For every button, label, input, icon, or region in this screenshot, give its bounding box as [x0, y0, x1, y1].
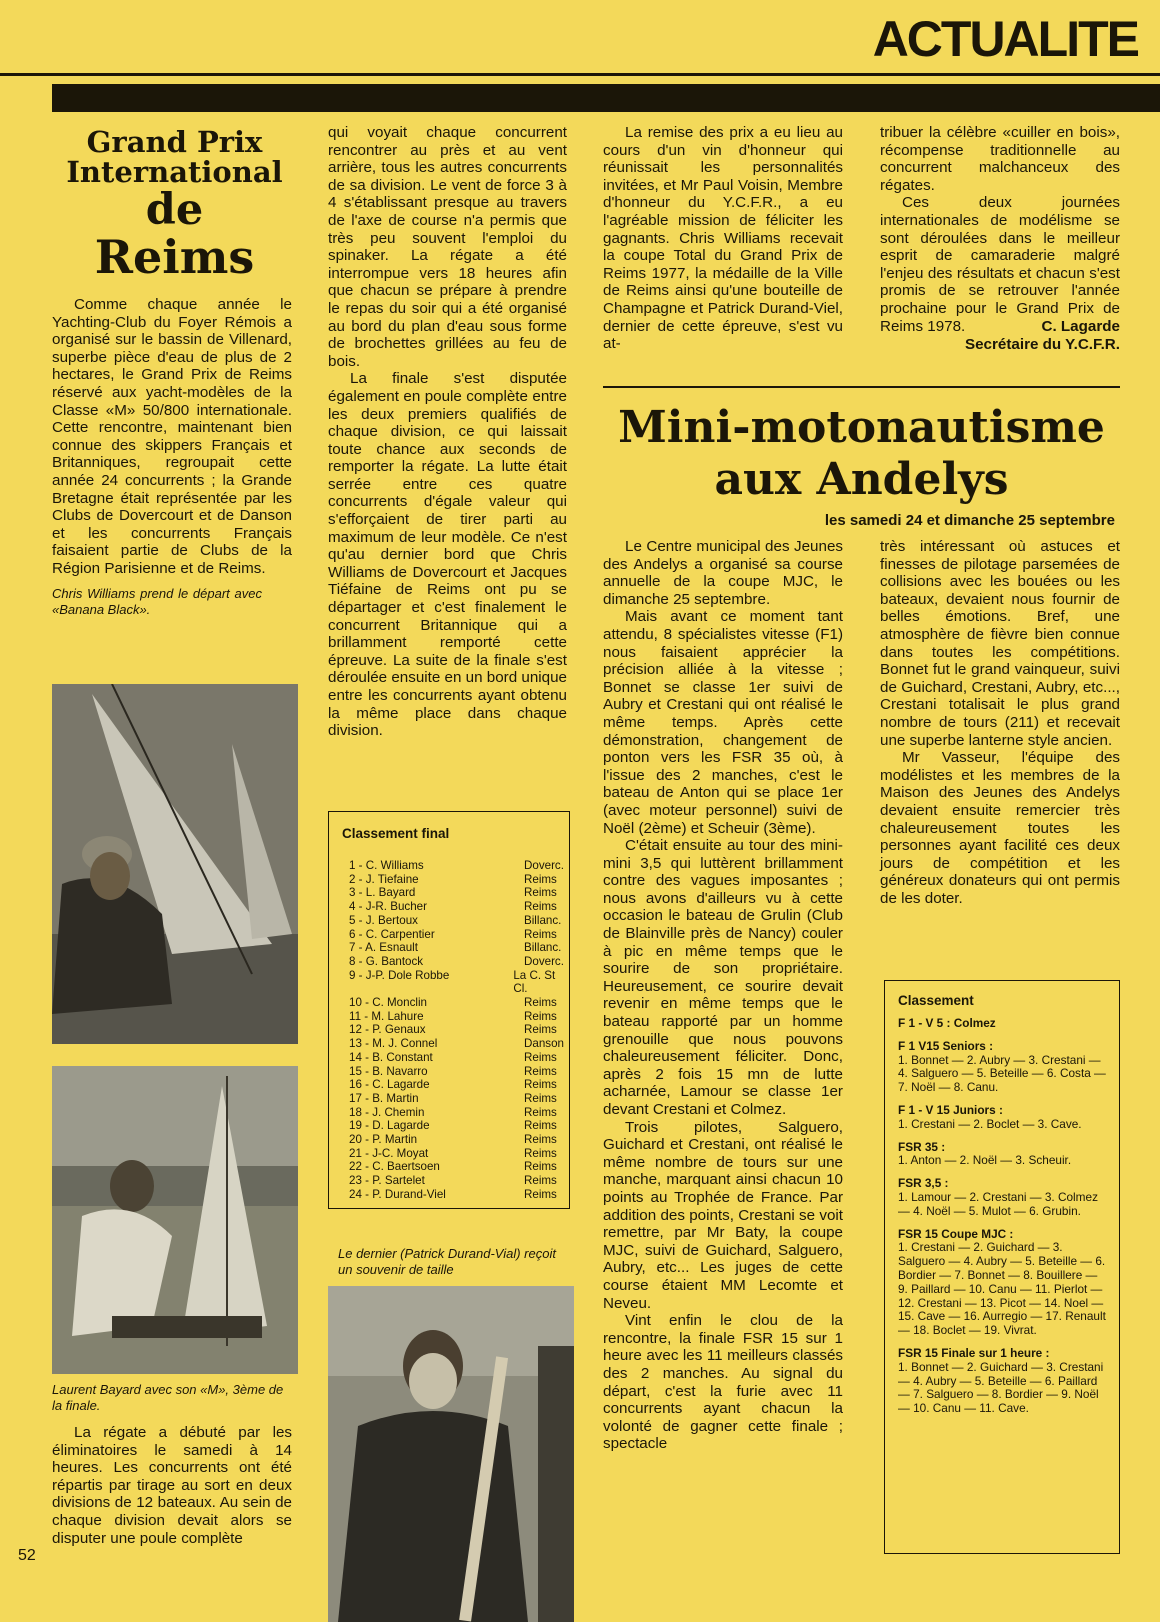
competitor-club: Billanc.	[524, 941, 562, 955]
competitor-name: 16 - C. Lagarde	[349, 1078, 430, 1092]
article1-paragraph: La finale s'est disputée également en poule complète entre les deux premiers qualifiés de chaque division, ce qui laissait toute chance aux seconds de remporter la régate. La lutte était serrée entre ces quatre concurrents d'égale valeur qui s'efforçaient de tirer parti au maximum de leur modèle. Ce n'est qu'au dernier bord que Chris Williams de Dovercourt et Jacques Tiéfaine de Reims ont pu se départager et c'est finalement le concurrent Britannique qui a brillamment remporté cette épreuve. La suite de la finale s'est déroulée ensuite en un bord unique entre les concurrents ayant obtenu la même place dans chaque division.	[328, 370, 567, 740]
photo-sailboat-launch	[52, 684, 298, 1044]
classement-row	[349, 941, 569, 955]
results-list: 1. Anton — 2. Noël — 3. Scheuir.	[898, 1153, 1072, 1168]
photo-caption: Chris Williams prend le départ avec «Banana Black».	[52, 585, 262, 617]
competitor-name: 20 - P. Martin	[349, 1133, 418, 1147]
article2-column3	[603, 538, 843, 1453]
photo-caption: Le dernier (Patrick Durand-Vial) reçoit un souvenir de taille	[338, 1246, 556, 1277]
article1-title-line: Reims	[94, 230, 255, 285]
article-divider	[603, 386, 1120, 388]
article1-paragraph: Ces deux journées internationales de modélisme se sont déroulées dans le meilleur esprit de camaraderie malgré l'enjeu des résultats et chacun s'est promis de se retrouver l'année prochaine pour le Grand Prix de Reims 1978.	[880, 194, 1120, 335]
competitor-club: Reims	[524, 1174, 557, 1188]
competitor-name: 1 - C. Williams	[349, 859, 424, 872]
article1-column1	[52, 296, 292, 618]
competitor-name: 24 - P. Durand-Viel	[349, 1187, 446, 1201]
results-category: FSR 15 Finale sur 1 heure :	[898, 1345, 1050, 1360]
competitor-club: Reims	[524, 1133, 557, 1147]
results-category: F 1 - V 5 : Colmez	[898, 1016, 996, 1030]
results-category: FSR 3,5 :	[898, 1176, 949, 1191]
classement-andelys-box	[884, 980, 1120, 1554]
header-rule	[0, 73, 1160, 76]
competitor-club: Reims	[524, 1023, 557, 1037]
article2-paragraph: très intéressant où astuces et finesses de pilotage parsemées de collisions avec les bouées ou les bateaux, devaient nous fournir de belles émotions. Bref, une atmosphère de fièvre bien connue dans toutes les compétitions. Bonnet fut le grand vainqueur, suivi de Guichard, Crestani, Aubry, etc..., Crestani totalisait le plus grand nombre de tours (211) et recevait une superbe lanterne style ancien.	[880, 538, 1120, 749]
results-category: F 1 - V 15 Juniors :	[898, 1102, 1003, 1117]
classement-row	[349, 1160, 569, 1174]
article1-title-line: International	[66, 154, 283, 189]
competitor-name: 19 - D. Lagarde	[349, 1119, 430, 1133]
classement-row	[349, 1023, 569, 1037]
signature-name: C. Lagarde	[1041, 318, 1120, 336]
competitor-club: Reims	[524, 1160, 557, 1174]
competitor-name: 17 - B. Martin	[349, 1091, 419, 1105]
classement-andelys-title: Classement	[898, 993, 974, 1008]
article1-column4	[880, 124, 1120, 353]
competitor-club: Reims	[524, 1064, 557, 1078]
competitor-name: 5 - J. Bertoux	[349, 913, 418, 927]
article1-title-line: de	[145, 185, 204, 236]
classement-row	[349, 996, 569, 1010]
classement-row	[349, 914, 569, 928]
article1-paragraph: La remise des prix a eu lieu au cours d'un vin d'honneur qui réunissait les personnalités invitées, et Mr Paul Voisin, Membre d'honneur du Y.C.F.R., a eu l'agréable mission de féliciter les gagnants. Chris Williams recevait la coupe Total du Grand Prix de Reims 1977, la médaille de la Ville de Reims ainsi qu'une bouteille de Champagne et Patrick Durand-Viel, dernier de cette épreuve, s'est vu at-	[603, 124, 843, 353]
competitor-club: Doverc.	[524, 859, 564, 872]
photo-patrick-durand-viel-image	[328, 1286, 574, 1622]
competitor-name: 18 - J. Chemin	[349, 1105, 425, 1119]
photo-laurent-bayard-image	[52, 1066, 298, 1374]
competitor-club: Reims	[524, 886, 557, 900]
photo-laurent-bayard	[52, 1066, 298, 1374]
competitor-club: Danson	[524, 1037, 564, 1051]
competitor-name: 2 - J. Tiefaine	[349, 872, 419, 886]
article2-paragraph: Le Centre municipal des Jeunes des Andelys a organisé sa course annuelle de la coupe MJC, le dimanche 25 septembre.	[603, 538, 843, 608]
classement-row	[349, 1174, 569, 1188]
competitor-club: Reims	[524, 927, 557, 941]
article2-paragraph: Mais avant ce moment tant attendu, 8 spécialistes vitesse (F1) nous faisaient apprécier la précision alliée à la vitesse ; Bonnet se classe 1er suivi de Aubry et Crestani qui ont réalisé le même temps. Après cette démonstration, changement de ponton vers les FSR 35 où, à l'issue des 2 manches, c'est le bateau de Anton qui se place 1er (avec moteur personnel) suivi de Noël (2ème) et Scheuir (3ème).	[603, 608, 843, 837]
article2-paragraph: Mr Vasseur, l'équipe des modélistes et les membres de la Maison des Jeunes des Andelys devaient ensuite remercier très chaleureusement toutes les personnes ayant facilité ces deux jours de compétition et les généreux donateurs qui ont permis de les doter.	[880, 749, 1120, 907]
classement-row	[349, 1065, 569, 1079]
article1-paragraph: qui voyait chaque concurrent rencontrer au près et au vent arrière, tous les autres concurrents de sa division. Le vent de force 3 à 4 s'établissant presque au travers de l'axe de course n'a permis que très peu souvent l'emploi du spinaker. La régate a été interrompue vers 18 heures afin que chacun se prépare à prendre le repas du soir qui a été organisé au bord du plan d'eau sous forme de brochettes grillées au feu de bois.	[328, 124, 567, 370]
competitor-name: 21 - J-C. Moyat	[349, 1146, 429, 1160]
results-list: 1. Bonnet — 2. Guichard — 3. Crestani — 4. Aubry — 5. Beteille — 6. Paillard — 7. Salguero — 8. Bordier — 9. Noël — 10. Canu — 11. Cave.	[898, 1359, 1104, 1416]
classement-row	[349, 1037, 569, 1051]
results-list: 1. Bonnet — 2. Aubry — 3. Crestani — 4. Salguero — 5. Beteille — 6. Costa — 7. Noël — 8. Canu.	[898, 1052, 1106, 1095]
competitor-club: Reims	[524, 1078, 557, 1092]
classement-row	[349, 900, 569, 914]
classement-row	[349, 1010, 569, 1024]
classement-row	[349, 1147, 569, 1161]
competitor-club: Reims	[524, 1146, 557, 1160]
competitor-club: Doverc.	[524, 954, 564, 968]
competitor-club: Reims	[524, 900, 557, 914]
competitor-name: 9 - J-P. Dole Robbe	[349, 968, 450, 982]
results-list: 1. Lamour — 2. Crestani — 3. Colmez — 4. Noël — 5. Mulot — 6. Grubin.	[898, 1189, 1098, 1218]
competitor-name: 22 - C. Baertsoen	[349, 1160, 440, 1174]
competitor-club: Reims	[524, 1119, 557, 1133]
competitor-name: 3 - L. Bayard	[349, 886, 416, 900]
article2-title-line: aux Andelys	[714, 454, 1009, 505]
photo-caption: Laurent Bayard avec son «M», 3ème de la finale.	[52, 1382, 284, 1413]
classement-row	[349, 955, 569, 969]
classement-row	[349, 1106, 569, 1120]
competitor-club: Reims	[524, 996, 557, 1010]
competitor-name: 12 - P. Genaux	[349, 1023, 426, 1037]
results-category: FSR 35 :	[898, 1139, 946, 1154]
article2-title-line: Mini-motonautisme	[618, 402, 1105, 453]
competitor-club: Reims	[524, 1105, 557, 1119]
header-bar	[52, 84, 1160, 112]
article1-paragraph: tribuer la célèbre «cuiller en bois», récompense traditionnelle au concurrent malchanceux des régates.	[880, 124, 1120, 194]
results-list: 1. Crestani — 2. Guichard — 3. Salguero — 4. Aubry — 5. Beteille — 6. Bordier — 7. Bonnet — 8. Bouillere — 9. Paillard — 10. Canu — 11. Pierlot — 12. Crestani — 13. Picot — 14. Noel — 15. Cave — 16. Aurregio — 17. Renault — 18. Boclet — 19. Vivrat.	[898, 1240, 1106, 1338]
competitor-club: Reims	[524, 1091, 557, 1105]
article2-paragraph: Vint enfin le clou de la rencontre, la finale FSR 15 sur 1 heure avec les 11 meilleurs classés des 2 manches. Au signal du départ, c'est la furie avec 11 concurrents ayant chacun la volonté de gagner cette finale ; spectacle	[603, 1312, 843, 1453]
competitor-club: Reims	[524, 872, 557, 886]
competitor-name: 11 - M. Lahure	[349, 1009, 424, 1023]
competitor-name: 4 - J-R. Bucher	[349, 900, 427, 914]
article1-column2	[328, 124, 567, 740]
competitor-club: Reims	[524, 1187, 557, 1201]
competitor-club: Billanc.	[524, 913, 562, 927]
classement-row	[349, 969, 569, 996]
competitor-name: 10 - C. Monclin	[349, 996, 427, 1010]
competitor-club: La C. St Cl.	[513, 968, 556, 996]
classement-final-title: Classement final	[342, 826, 450, 841]
classement-row	[349, 1188, 569, 1202]
article1-column1-bottom	[52, 1424, 292, 1547]
competitor-name: 8 - G. Bantock	[349, 954, 424, 968]
classement-row	[349, 873, 569, 887]
results-category: FSR 15 Coupe MJC :	[898, 1226, 1014, 1241]
classement-row	[349, 1133, 569, 1147]
classement-row	[349, 928, 569, 942]
competitor-name: 6 - C. Carpentier	[349, 927, 435, 941]
article1-paragraph: Comme chaque année le Yachting-Club du Foyer Rémois a organisé sur le bassin de Villenard, superbe pièce d'eau de plus de 2 hectares, le Grand Prix de Reims réservé aux yacht-modèles de la Classe «M» 50/800 internationale. Cette rencontre, maintenant bien connue des skippers Français et Britanniques, regroupait cette année 24 concurrents ; la Grande Bretagne était représentée par les Clubs de Dovercourt et de Danson et les concurrents Français faisaient partie de Clubs de la Région Parisienne et de Reims.	[52, 296, 292, 577]
classement-row	[349, 859, 569, 873]
article1-title	[52, 125, 297, 285]
article1-column3	[603, 124, 843, 353]
article2-column4	[880, 538, 1120, 907]
classement-row	[349, 886, 569, 900]
photo-sailboat-launch-image	[52, 684, 298, 1044]
competitor-name: 14 - B. Constant	[349, 1050, 433, 1064]
competitor-club: Reims	[524, 1009, 557, 1023]
competitor-name: 7 - A. Esnault	[349, 941, 418, 955]
competitor-name: 23 - P. Sartelet	[349, 1174, 425, 1188]
classement-andelys-list	[898, 1017, 1109, 1416]
classement-final-list	[349, 859, 569, 1202]
classement-row	[349, 1051, 569, 1065]
article1-title-line: Grand Prix	[86, 125, 263, 159]
results-list: 1. Crestani — 2. Boclet — 3. Cave.	[898, 1116, 1082, 1131]
article2-title	[603, 402, 1120, 506]
classement-row	[349, 1078, 569, 1092]
article2-paragraph: C'était ensuite au tour des mini-mini 3,5 qui luttèrent brillamment contre des vagues imposantes ; nous avons d'ailleurs vu à cette occasion le bateau de Grulin (Club de Blainville près de Nancy) couler à pic en même temps que le sourire de son propriétaire. Heureusement, ce sourire devait revenir en même temps que le bateau rapporté par un homme grenouille que nous pouvons chaleureusement féliciter. Donc, après 2 fois 15 mn de lutte acharnée, Lamour se classe 1er devant Crestani et Colmez.	[603, 837, 843, 1118]
signature-role: Secrétaire du Y.C.F.R.	[964, 335, 1120, 353]
article2-subtitle: les samedi 24 et dimanche 25 septembre	[824, 512, 1115, 529]
classement-final-box	[328, 811, 570, 1209]
section-header: ACTUALITE	[872, 11, 1138, 67]
article1-paragraph: La régate a débuté par les éliminatoires le samedi à 14 heures. Les concurrents ont été répartis par tirage au sort en deux divisions de 12 bateaux. Au sein de chaque division devait alors se disputer une poule complète	[52, 1424, 292, 1547]
classement-row	[349, 1119, 569, 1133]
results-category: F 1 V15 Seniors :	[898, 1038, 994, 1053]
classement-row	[349, 1092, 569, 1106]
article2-paragraph: Trois pilotes, Salguero, Guichard et Crestani, ont réalisé le même nombre de tours sur une manche, marquant ainsi chacun 10 points au Trophée de France. Par addition des points, Crestani se voit remettre, par Mr Baty, la coupe MJC, suivi de Guichard, Salguero, Aubry, etc... Les juges de cette course étaient MM Lecomte et Neveu.	[603, 1118, 843, 1312]
competitor-name: 15 - B. Navarro	[349, 1064, 428, 1078]
competitor-club: Reims	[524, 1050, 557, 1064]
competitor-name: 13 - M. J. Connel	[349, 1037, 438, 1051]
photo-patrick-durand-viel	[328, 1286, 574, 1622]
page-number: 52	[18, 1547, 36, 1564]
